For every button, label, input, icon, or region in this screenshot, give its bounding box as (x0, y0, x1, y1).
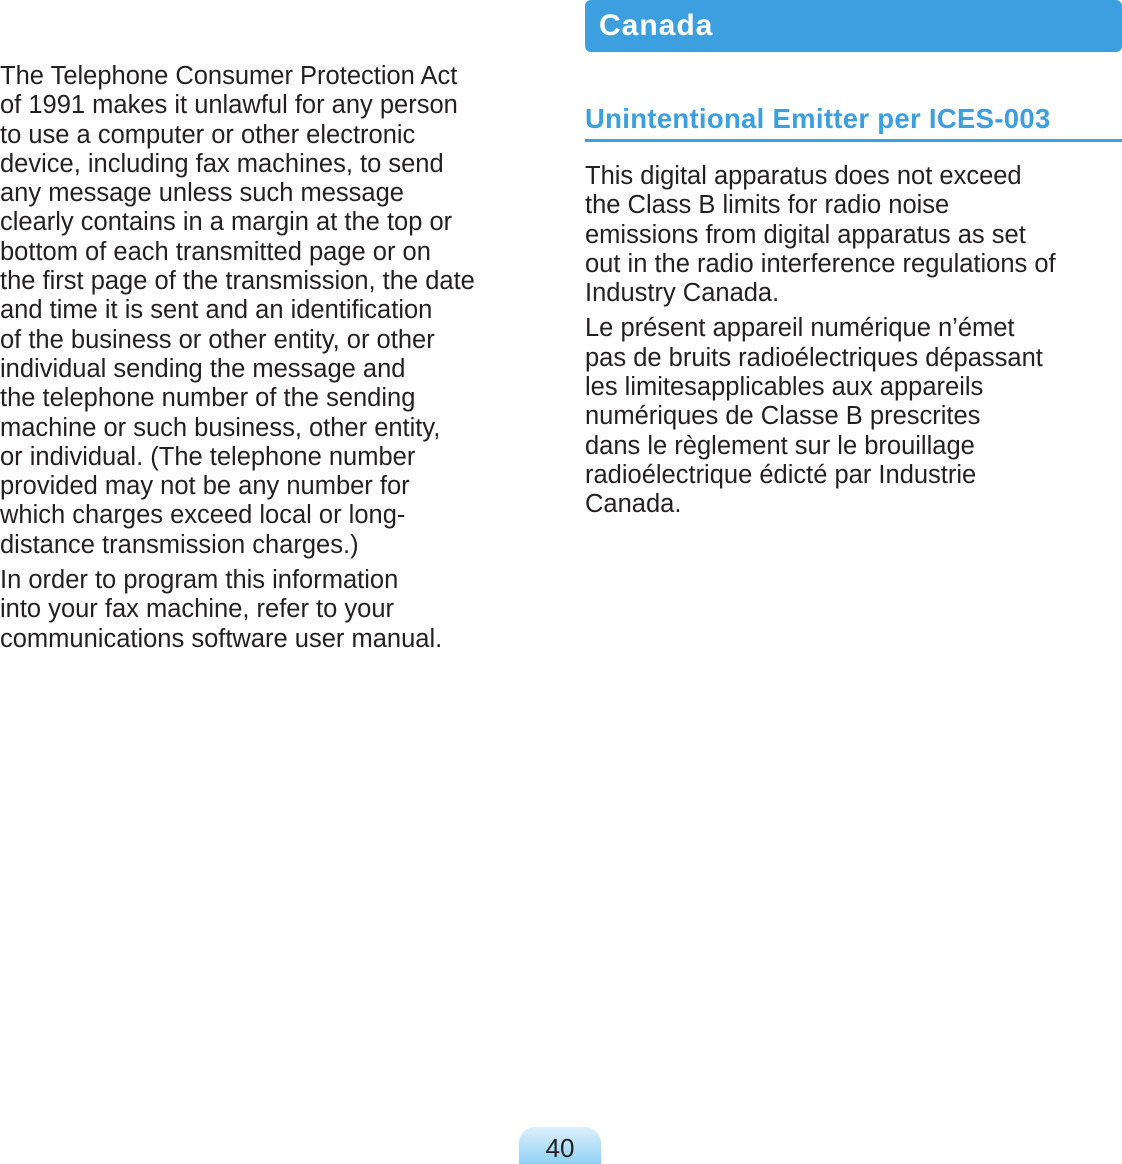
left-column (0, 62, 548, 654)
right-column (585, 0, 1122, 520)
section-title: Canada (599, 9, 714, 42)
page-number-tab (519, 1127, 601, 1164)
section-banner (585, 0, 1122, 52)
tcpa-paragraph: The Telephone Consumer Protection Act of 1991 makes it unlawful for any person to use a computer or other electronic device, including fax machines, to send any message unless such message clearly contains in a margin at the top or bottom of each transmitted page or on the first page of the transmission, the date and time it is sent and an identification of the business or other entity, or other individual sending the message and the telephone number of the sending machine or such business, other entity, or individual. (The telephone number provided may not be any number for which charges exceed local or long- distance transmission charges.) (0, 62, 475, 559)
french-notice-paragraph: Le présent appareil numérique n’émet pas de bruits radioélectriques dépassant les limitesapplicables aux appareils numériques de Classe B prescrites dans le règlement sur le brouillage radioélectrique édicté par Industrie Canada. (585, 314, 1043, 519)
fax-programming-paragraph: In order to program this information into your fax machine, refer to your communications software user manual. (0, 566, 443, 653)
subheading: Unintentional Emitter per ICES-003 (585, 103, 1122, 142)
english-notice-paragraph: This digital apparatus does not exceed the Class B limits for radio noise emissions from digital apparatus as set out in the radio interference regulations of Industry Canada. (585, 162, 1056, 308)
page-number: 40 (545, 1133, 575, 1163)
notice-body (585, 162, 1122, 520)
